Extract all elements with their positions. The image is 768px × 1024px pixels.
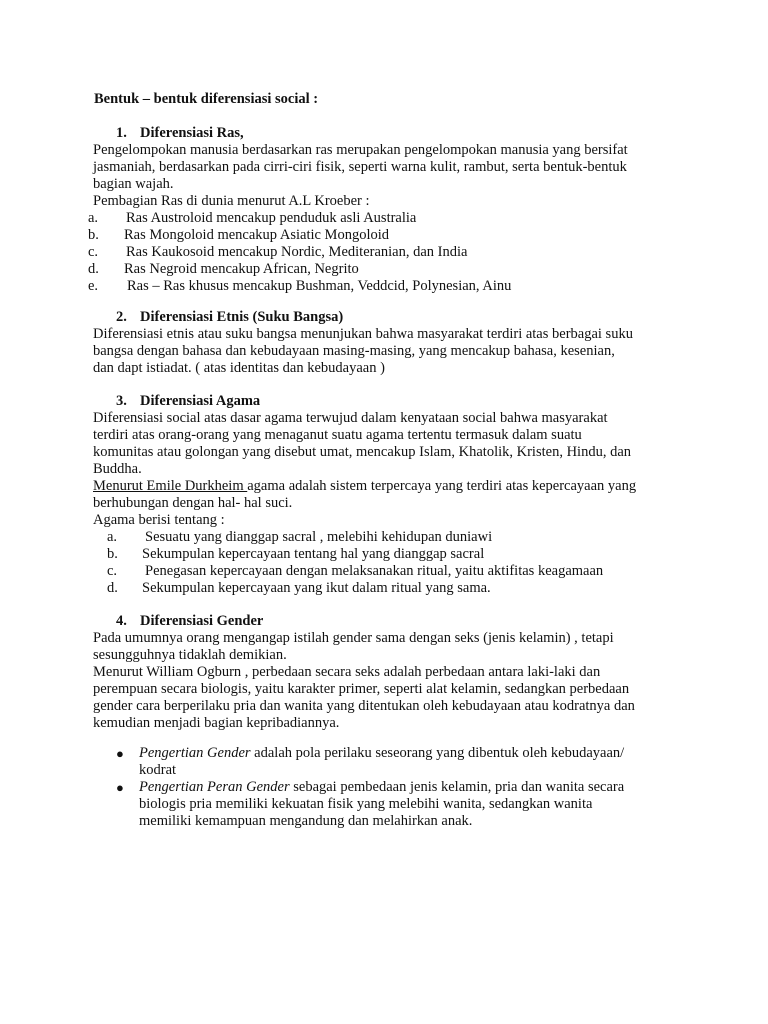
race-item-text: Ras Kaukosoid mencakup Nordic, Mediteranian, dan India	[126, 244, 468, 260]
durkheim-quote-text: agama adalah sistem terpercaya yang terdiri atas kepercayaan yang	[247, 478, 637, 494]
race-item-text: Ras Mongoloid mencakup Asiatic Mongoloid	[124, 227, 390, 243]
gender-role-bullet-line	[139, 779, 624, 796]
section-4-text-line: Menurut William Ogburn , perbedaan secara seks adalah perbedaan antara laki-laki dan	[93, 664, 601, 680]
bullet-icon: ●	[116, 780, 124, 795]
religion-item-marker: c.	[107, 563, 118, 579]
race-item-marker: d.	[88, 261, 99, 277]
section-1-heading: Diferensiasi Ras,	[140, 125, 244, 141]
section-3-text-line: terdiri atas orang-orang yang menaganut suatu agama tertentu termasuk dalam suatu	[93, 427, 582, 443]
gender-role-bullet-cont: memiliki kemampuan mengandung dan melahirkan anak.	[139, 813, 473, 829]
gender-definition: adalah pola perilaku seseorang yang dibentuk oleh kebudayaan/	[250, 745, 625, 761]
race-item-marker: b.	[88, 227, 99, 243]
bullet-icon: ●	[116, 746, 124, 761]
race-item-text: Ras Negroid mencakup African, Negrito	[124, 261, 359, 277]
section-3-intro: Agama berisi tentang :	[93, 512, 225, 528]
section-1-text-line: jasmaniah, berdasarkan pada cirri-ciri fisik, seperti warna kulit, rambut, serta bentuk-bentuk	[93, 159, 627, 175]
gender-role-bullet-cont: biologis pria memiliki kekuatan fisik yang melebihi wanita, sedangkan wanita	[139, 796, 593, 812]
section-2-heading: Diferensiasi Etnis (Suku Bangsa)	[140, 309, 344, 325]
section-3-text-line: Diferensiasi social atas dasar agama terwujud dalam kenyataan social bahwa masyarakat	[93, 410, 608, 426]
section-2-text-line: dan dapt istiadat. ( atas identitas dan kebudayaan )	[93, 360, 385, 376]
race-item-marker: e.	[88, 278, 99, 294]
religion-item-text: Penegasan kepercayaan dengan melaksanakan ritual, yaitu aktifitas keagamaan	[145, 563, 604, 579]
race-item-marker: a.	[88, 210, 99, 226]
section-2-text-line: bangsa dengan bahasa dan kebudayaan masing-masing, yang mencakup bahasa, kesenian,	[93, 343, 615, 359]
section-4-text-line: gender cara berperilaku pria dan wanita yang ditentukan oleh kebudayaan atau kodratnya dan	[93, 698, 635, 714]
section-2-text-line: Diferensiasi etnis atau suku bangsa menunjukan bahwa masyarakat terdiri atas berbagai suku	[93, 326, 633, 342]
gender-role-definition: sebagai pembedaan jenis kelamin, pria dan wanita secara	[289, 779, 625, 795]
section-4-number: 4.	[116, 613, 127, 629]
religion-item-marker: b.	[107, 546, 118, 562]
section-4-text-line: perempuan secara biologis, yaitu karakter primer, seperti alat kelamin, sedangkan perbedaan	[93, 681, 630, 697]
religion-item-text: Sesuatu yang dianggap sacral , melebihi kehidupan duniawi	[145, 529, 493, 545]
religion-item-text: Sekumpulan kepercayaan yang ikut dalam ritual yang sama.	[142, 580, 491, 596]
section-3-number: 3.	[116, 393, 127, 409]
section-3-text-line: komunitas atau golongan yang disebut umat, mencakup Islam, Khatolik, Kristen, Hindu, dan	[93, 444, 632, 460]
religion-item-marker: d.	[107, 580, 118, 596]
section-4-text-line: kemudian menjadi bagian kepribadiannya.	[93, 715, 340, 731]
section-1-text-line: bagian wajah.	[93, 176, 174, 192]
gender-bullet-line	[139, 745, 624, 762]
religion-item-text: Sekumpulan kepercayaan tentang hal yang dianggap sacral	[142, 546, 485, 562]
religion-item-marker: a.	[107, 529, 118, 545]
race-item-text: Ras Austroloid mencakup penduduk asli Australia	[126, 210, 417, 226]
section-3-text-line: Buddha.	[93, 461, 142, 477]
durkheim-quote-line	[93, 478, 636, 495]
gender-term: Pengertian Gender	[139, 745, 251, 761]
section-2-number: 2.	[116, 309, 127, 325]
section-1-intro: Pembagian Ras di dunia menurut A.L Kroeber :	[93, 193, 370, 209]
gender-role-term: Pengertian Peran Gender	[139, 779, 290, 795]
durkheim-name: Menurut Emile Durkheim	[93, 478, 248, 494]
section-4-text-line: Pada umumnya orang mengangap istilah gender sama dengan seks (jenis kelamin) , tetapi	[93, 630, 614, 646]
gender-bullet-cont: kodrat	[139, 762, 177, 778]
section-4-heading: Diferensiasi Gender	[140, 613, 264, 629]
race-item-marker: c.	[88, 244, 99, 260]
section-1-text-line: Pengelompokan manusia berdasarkan ras merupakan pengelompokan manusia yang bersifat	[93, 142, 628, 158]
section-1-number: 1.	[116, 125, 127, 141]
section-3-heading: Diferensiasi Agama	[140, 393, 261, 409]
section-4-text-line: sesungguhnya tidaklah demikian.	[93, 647, 287, 663]
race-item-text: Ras – Ras khusus mencakup Bushman, Veddcid, Polynesian, Ainu	[127, 278, 512, 294]
durkheim-quote-line-2: berhubungan dengan hal- hal suci.	[93, 495, 293, 511]
document-title: Bentuk – bentuk diferensiasi social :	[94, 91, 319, 107]
